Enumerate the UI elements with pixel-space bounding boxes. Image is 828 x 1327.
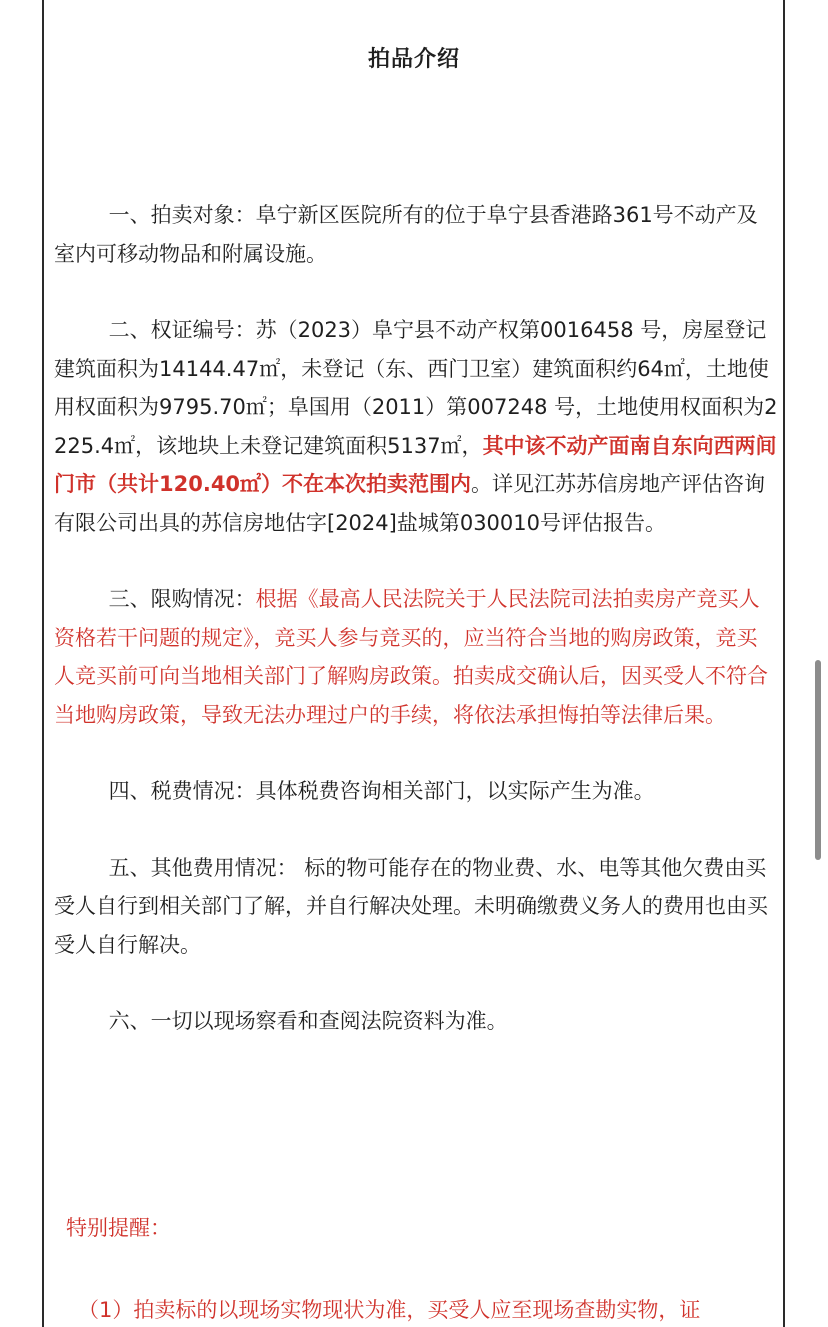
- section-taxes: 四、税费情况：具体税费咨询相关部门，以实际产生为准。: [108, 779, 655, 803]
- certificate-report-text: 。详见江苏苏信房地产评估咨询有限公司出具的苏信房地估字[2024]盐城第030010号评估报告。: [54, 472, 766, 535]
- page-border-right: [783, 0, 785, 1327]
- reminder-item-1: （1）拍卖标的以现场实物现状为准，买受人应至现场查勘实物，证: [78, 1298, 701, 1322]
- section-purchase-restriction: [54, 580, 778, 734]
- certificate-text: 二、权证编号：苏（2023）阜宁县不动产权第0016458 号，房屋登记建筑面积为14144.47㎡，未登记（东、西门卫室）建筑面积约64㎡，土地使用权面积为9795.70㎡；阜国用（2011）第007248 号，土地使用权面积为2225.4㎡，该地块上未登记建筑面积5137㎡，: [54, 318, 778, 458]
- scrollbar[interactable]: [815, 660, 821, 860]
- restriction-text: 根据《最高人民法院关于人民法院司法拍卖房产竞买人资格若干问题的规定》，竞买人参与竞买的，应当符合当地的购房政策，竞买人竞买前可向当地相关部门了解购房政策。拍卖成交确认后，因买受人不符合当地购房政策，导致无法办理过户的手续，将依法承担悔拍等法律后果。: [54, 587, 768, 727]
- section-auction-object: 一、拍卖对象：阜宁新区医院所有的位于阜宁县香港路361号不动产及室内可移动物品和附属设施。: [54, 203, 758, 266]
- section-other-fees: 五、其他费用情况： 标的物可能存在的物业费、水、电等其他欠费由买受人自行到相关部门了解，并自行解决处理。未明确缴费义务人的费用也由买受人自行解决。: [54, 855, 768, 957]
- page-title: 拍品介绍: [367, 47, 460, 72]
- document-body: [54, 196, 778, 1041]
- restriction-label: 三、限购情况：: [108, 587, 256, 611]
- section-certificate: [54, 311, 778, 542]
- special-reminder-heading: 特别提醒：: [66, 1216, 171, 1240]
- section-final-note: 六、一切以现场察看和查阅法院资料为准。: [108, 1009, 508, 1033]
- page-border-left: [42, 0, 44, 1327]
- excluded-scope-notice: 其中该不动产面南自东向西两间门市（共计120.40㎡）不在本次拍卖范围内: [54, 433, 777, 496]
